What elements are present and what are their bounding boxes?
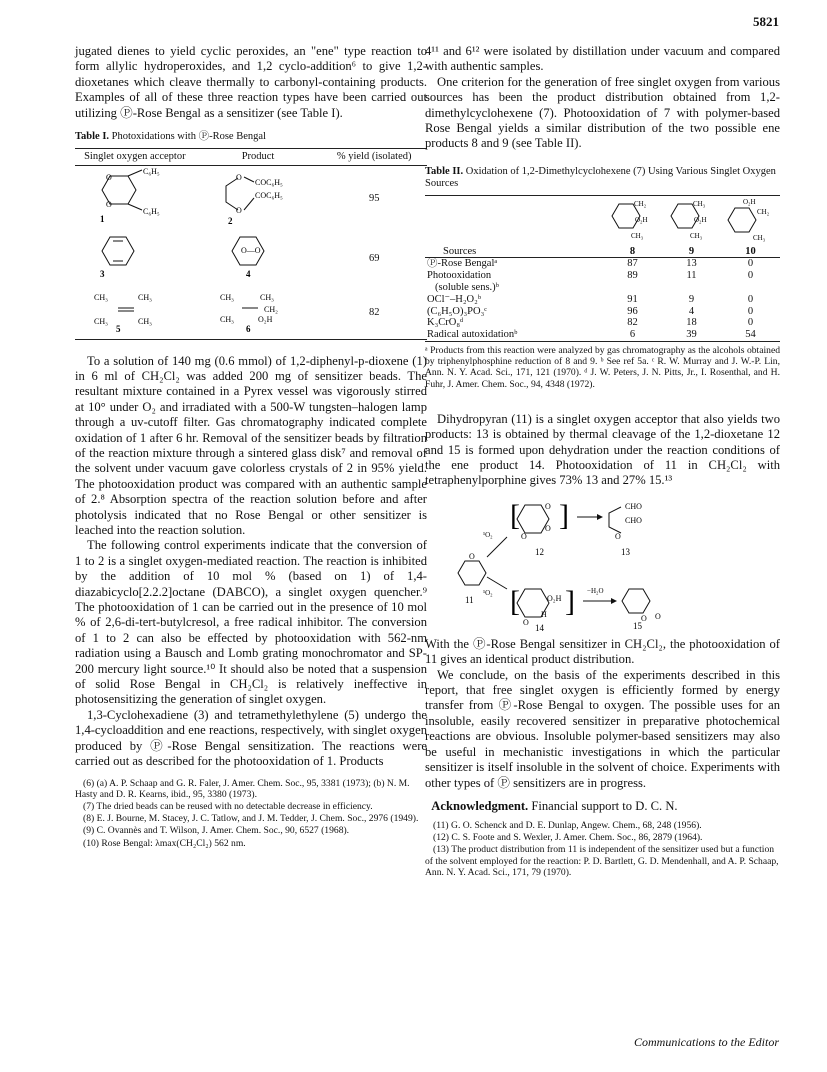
footnote: (7) The dried beads can be reused with no detectable decrease in efficiency. <box>83 800 373 812</box>
footnote: (8) E. J. Bourne, M. Stacey, J. C. Tatlow, and J. M. Tedder, J. Chem. Soc., 2976 (1949). <box>83 813 419 825</box>
sources-header: Sources <box>425 246 603 258</box>
svg-text:¹O₂: ¹O₂ <box>483 530 493 539</box>
hydroperoxide-structure <box>198 288 318 334</box>
isolation-paragraph: 4¹¹ and 6¹² were isolated by distillation under vacuum and compared with authentic samples. <box>425 44 780 74</box>
svg-text:O: O <box>615 531 621 541</box>
table1 <box>75 148 427 340</box>
acknowledgment <box>425 799 780 814</box>
svg-text:CH₃: CH₃ <box>693 199 706 208</box>
left-column <box>75 44 427 850</box>
svg-text:CH₃: CH₃ <box>137 292 152 302</box>
yield-value: 69 <box>368 252 380 264</box>
svg-text:−H₂O: −H₂O <box>587 586 604 595</box>
cyclohexadiene-structure <box>80 233 190 281</box>
criterion-paragraph: One criterion for the generation of free singlet oxygen from various sources has been the product distribution obtained from 1,2-dimethylcyclohexene (7). Photooxidation of 7 with polymer-based Rose Bengal yields a similar distribution of the two possible ene products 8 and 9 (see Table II). <box>425 74 780 151</box>
svg-text:O₂H: O₂H <box>743 197 756 206</box>
svg-text:O: O <box>521 531 527 541</box>
compound-number: 15 <box>633 620 642 631</box>
svg-text:CH₃: CH₃ <box>93 292 108 302</box>
svg-text:CH₂: CH₂ <box>264 304 278 314</box>
svg-text:O: O <box>469 551 475 561</box>
compound-number: 3 <box>99 268 105 279</box>
table2-title: Oxidation of 1,2-Dimethylcyclohexene (7) Using Various Singlet Oxygen Sources <box>425 165 776 190</box>
table-row <box>75 286 427 340</box>
svg-text:O: O <box>523 617 529 627</box>
table-row: OCl⁻–H₂O₂ᵇ 91 9 0 <box>427 293 754 305</box>
table2 <box>425 195 780 342</box>
compound-number: 11 <box>465 594 474 605</box>
svg-text:CH₂: CH₂ <box>757 207 770 216</box>
yield-value: 95 <box>368 192 380 204</box>
compound-number: 2 <box>228 215 233 226</box>
svg-text:[: [ <box>510 498 520 532</box>
table1-title: Photoxidations with Ⓟ-Rose Bengal <box>111 131 266 143</box>
compound-number: 10 <box>721 246 780 258</box>
svg-text:CH₃: CH₃ <box>631 231 644 240</box>
table-row <box>75 165 427 231</box>
compound-number: 4 <box>246 268 251 279</box>
svg-text:O: O <box>545 523 551 533</box>
svg-text:CHO: CHO <box>625 501 642 511</box>
procedure-paragraph: To a solution of 140 mg (0.6 mmol) of 1,2-diphenyl-p-dioxene (1) in 6 ml of CH₂Cl₂ was added 200 mg of sensitizer beads. The resultant mixture contained in a Pyrex vessel was vigorously stirred at 10° under O₂ and irradiated with a 500-W tungsten–halogen lamp through a uv-cutoff filter. Gas chromatography indicated complete oxidation of 1 after 6 hr. Removal of the sensitizer beads by filtration of the reaction mixture through a sintered glass disk⁷ and removal of the solvent under vacuum gave colorless crystals of 2 in 95% yield. The photooxidation product was compared with an authentic sample of 2.⁸ Absorption spectra of the reaction solution before and after photolysis indicated that no Rose Bengal or other sensitizer is leached into the reaction solution. <box>75 353 427 537</box>
svg-text:COC₆H₅: COC₆H₅ <box>255 190 283 200</box>
table2-notes: ᵃ Products from this reaction were analyzed by gas chromatography as the alcohols obtained by triphenylphosphine reduction of 8 and 9. ᵇ See ref 5a. ᶜ R. W. Murray and J. W.-P. Lin, Ann. N. Y. Acad. Sci., 171, 121 (1970). ᵈ J. W. Peters, J. N. Pitts, Jr., I. Rosenthal, and H. Fuhr, J. Amer. Chem. Soc., 94, 4348 (1972). <box>425 345 780 390</box>
table-row: K₃CrO₈ᵈ 82 18 0 <box>427 317 754 329</box>
table1-caption <box>75 131 427 144</box>
right-column <box>425 44 780 879</box>
table-row <box>75 231 427 286</box>
compound9-structure <box>664 196 719 242</box>
svg-text:O₂H: O₂H <box>547 593 562 603</box>
svg-text:O: O <box>641 613 647 623</box>
endoperoxide-structure <box>198 233 318 281</box>
footnote: (11) G. O. Schenck and D. E. Dunlap, Angew. Chem., 68, 248 (1956). <box>433 819 702 831</box>
reaction-scheme <box>425 493 780 633</box>
compound10-structure <box>723 196 778 242</box>
tetramethylethylene-structure <box>80 288 190 334</box>
svg-text:H: H <box>541 609 547 619</box>
section-footer: Communications to the Editor <box>634 1035 779 1049</box>
svg-text:O—O: O—O <box>241 245 261 255</box>
svg-text:CH₂: CH₂ <box>634 199 647 208</box>
t1-header-product: Product <box>195 148 322 165</box>
table-row: (soluble sens.)ᵇ <box>435 282 499 294</box>
svg-text:CH₃: CH₃ <box>137 316 152 326</box>
ack-text: Financial support to D. C. N. <box>531 798 678 813</box>
table1-label: Table I. <box>75 131 110 143</box>
yield-value: 82 <box>321 286 427 340</box>
svg-text:O₂H: O₂H <box>694 215 707 224</box>
footnote: (10) Rose Bengal: λmax(CH₂Cl₂) 562 nm. <box>83 837 246 849</box>
intro-paragraph: jugated dienes to yield cyclic peroxides, an "ene" type reaction to form allylic hydroperoxides, and 1,2 cyclo-addition⁶ to give 1,2-dioxetanes which cleave thermally to carbonyl-containing products. Examples of all of these three reaction types have been carried out utilizing Ⓟ-Rose Bengal as a sensitizer (see Table I). <box>75 44 427 120</box>
svg-text:CH₃: CH₃ <box>260 292 274 302</box>
table2-caption <box>425 166 780 191</box>
table-row: Radical autoxidationᵇ 6 39 54 <box>425 329 780 341</box>
svg-text:O: O <box>545 501 551 511</box>
svg-text:C₆H₅: C₆H₅ <box>142 167 160 176</box>
ack-label: Acknowledgment. <box>431 798 529 813</box>
footnote: (13) The product distribution from 11 is independent of the sensitizer used but a function of the solvent employed for the reaction: P. D. Bartlett, G. D. Mendenhall, and A. P. Schaap, Ann. N. Y. Acad. Sci., 171, 79 (1970). <box>425 844 779 878</box>
svg-text:CH₃: CH₃ <box>220 314 234 324</box>
svg-text:O: O <box>105 199 112 209</box>
dioxene-structure <box>80 168 190 226</box>
compound-number: 1 <box>99 213 105 224</box>
svg-text:O: O <box>236 205 242 215</box>
compound-number: 6 <box>246 323 251 334</box>
sensitizer-paragraph: With the Ⓟ-Rose Bengal sensitizer in CH₂Cl₂, the photooxidation of 11 gives an identical product distribution. <box>425 636 780 667</box>
svg-text:C₆H₅: C₆H₅ <box>142 206 160 216</box>
svg-text:]: ] <box>559 498 569 532</box>
right-footnotes <box>425 820 780 878</box>
svg-text:CH₃: CH₃ <box>753 233 766 242</box>
compound-number: 9 <box>662 246 721 258</box>
svg-text:[: [ <box>510 584 520 618</box>
footnote: (6) (a) A. P. Schaap and G. R. Faler, J. Amer. Chem. Soc., 95, 3381 (1973); (b) N. M. Hasty and D. R. Kearns, ibid., 95, 3380 (1973). <box>75 777 410 800</box>
table-row: Photooxidation 89 11 0 <box>427 270 754 282</box>
table2-label: Table II. <box>425 165 464 177</box>
t1-header-acceptor: Singlet oxygen acceptor <box>75 148 195 165</box>
svg-text:O: O <box>655 611 661 621</box>
svg-text:O₂H: O₂H <box>258 314 273 324</box>
diester-structure <box>198 168 318 226</box>
compound8-structure <box>605 196 660 242</box>
conclusion-paragraph: We conclude, on the basis of the experiments described in this report, that free singlet oxygen is efficiently formed by energy transfer from Ⓟ-Rose Bengal to oxygen. The possible uses for an insoluble, easily recovered sensitizer in preparative photochemical reactions are obvious. Insoluble polymer-based sensitizers may also be useful in mechanistic investigations in which the particular sensitizer is itself insoluble in the solvent of choice. Experiments with other types of Ⓟ sensitizers are in progress. <box>425 667 780 790</box>
svg-text:¹O₂: ¹O₂ <box>483 588 493 597</box>
compound-number: 12 <box>535 546 544 557</box>
control-paragraph: The following control experiments indicate that the conversion of 1 to 2 is a singlet oxygen-mediated reaction. The reaction is inhibited by the addition of 10 mol % (based on 1) of 1,4-diazabicyclo[2.2.2]octane (DABCO), a singlet oxygen quencher.⁹ The photooxidation of 1 can be carried out in the presence of 10 mol % of 2,6-di-tert-butylcresol, a free radical inhibitor. The conversion of 1 to 2 can also be effected by photooxidation with 562-nm radiation using a Bausch and Lomb grating monochromator and SP-200 mercury light source.¹⁰ It should also be noted that a suspension of solid Rose Bengal in CH₂Cl₂ is relatively ineffective in photosensitizing the generation of singlet oxygen. <box>75 538 427 707</box>
table-row: Ⓟ-Rose Bengalᵃ 87 13 0 <box>427 258 754 270</box>
svg-text:CHO: CHO <box>625 515 642 525</box>
compound-number: 8 <box>603 246 662 258</box>
t1-header-yield: % yield (isolated) <box>321 148 427 165</box>
compound-number: 14 <box>535 622 544 633</box>
svg-text:O: O <box>236 172 242 182</box>
svg-text:CH₃: CH₃ <box>93 316 108 326</box>
svg-text:O₂H: O₂H <box>635 215 648 224</box>
compound-number: 13 <box>621 546 630 557</box>
svg-text:COC₆H₅: COC₆H₅ <box>255 177 283 187</box>
svg-text:CH₃: CH₃ <box>690 231 703 240</box>
svg-text:CH₃: CH₃ <box>220 292 234 302</box>
left-footnotes <box>75 778 427 849</box>
page-number: 5821 <box>753 14 779 29</box>
dihydropyran-paragraph: Dihydropyran (11) is a singlet oxygen acceptor that also yields two products: 13 is obtained by thermal cleavage of the 1,2-dioxetane 12 and 15 is formed upon dehydration under the reaction conditions of the ene product 14. Photooxidation of 11 in CH₂Cl₂ with tetraphenylporphine gives 73% 13 and 27% 15.¹³ <box>425 411 780 488</box>
cyclohexadiene-paragraph: 1,3-Cyclohexadiene (3) and tetramethylethylene (5) undergo the 1,4-cycloaddition and ene reactions, respectively, with singlet oxygen produced by Ⓟ-Rose Bengal sensitization. The reactions were carried out as described for the photooxidation of 1. Products <box>75 707 427 769</box>
svg-text:O: O <box>105 172 112 182</box>
table-row: (C₆H₅O)₃PO₃ᶜ 96 4 0 <box>427 305 754 317</box>
compound-number: 5 <box>115 323 121 334</box>
footnote: (12) C. S. Foote and S. Wexler, J. Amer. Chem. Soc., 86, 2879 (1964). <box>433 832 703 844</box>
svg-text:]: ] <box>565 584 575 618</box>
footnote: (9) C. Ovannès and T. Wilson, J. Amer. Chem. Soc., 90, 6527 (1968). <box>83 825 350 837</box>
